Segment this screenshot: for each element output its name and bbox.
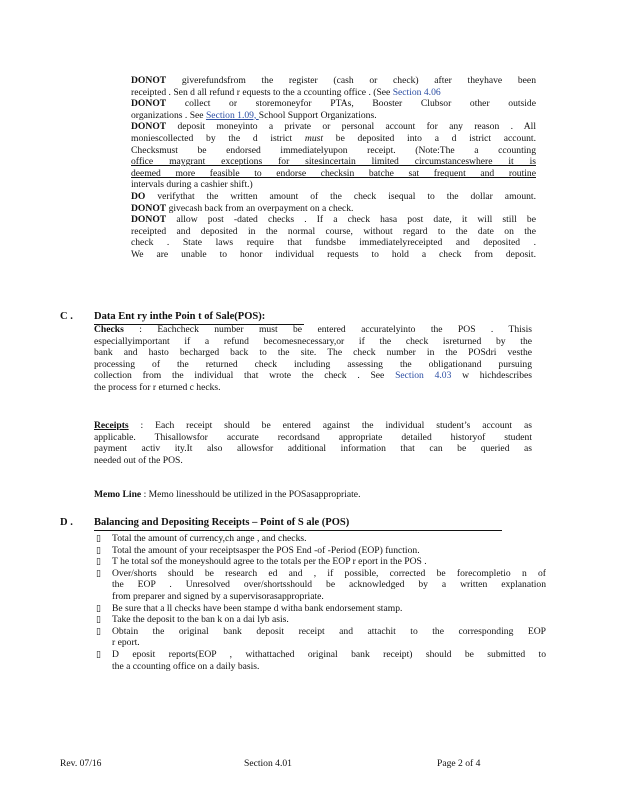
list-item: Obtain the original bank deposit receipt and attachit to the corresponding EOP r eport. (112, 625, 546, 649)
list-item: DONOT deposit moneyinto a private or personal account for any reason . All (131, 121, 536, 133)
list-item: D eposit reports(EOP , withattached original bank receipt) should be submitted to the a ccounting office on a daily basis. (112, 649, 546, 672)
list-item: DONOT allow post -dated checks . If a check hasa post date, it will still be (131, 214, 536, 226)
donot-label: DONOT (131, 202, 167, 214)
bullet-icon: ▯ (96, 625, 101, 636)
list-item: Take the deposit to the ban k on a dai lyb asis. (112, 614, 289, 626)
checks-paragraph: Checks : Eachcheck number must be entered accuratelyinto the POS . Thisis especiallyimportant if a refund becomesnecessary,or if the check isreturned by the bank and hasto becharged back to the site. The check number in the POSdri vesthe processing of the returned check including assessing the obligationand pursuing collection from the individual that wrote the check . See Section 4.03 w hichdescribes the process for r eturned c hecks. (94, 324, 532, 393)
section-d-letter: D . (60, 517, 73, 528)
section-c-letter: C . (60, 311, 73, 322)
list-item: Total the amount of your receiptsasper the POS End -of -Period (EOP) function. (112, 544, 420, 556)
list-item: Total the amount of currency,ch ange , and checks. (112, 533, 307, 544)
list-item-continuation: We are unable to honor individual requests to hold a check from deposit. (131, 248, 536, 260)
bullet-icon: ▯ (96, 602, 101, 613)
list-item: DONOT giverefundsfrom the register (cash or check) after theyhave been (131, 75, 536, 86)
list-item-continuation: receipted and deposited in the normal course, without regard to the date on the (131, 225, 536, 237)
list-item-continuation: check . State laws require that fundsbe immediatelyreceipted and deposited . (131, 237, 536, 249)
footer-revision: Rev. 07/16 (60, 758, 102, 769)
memo-line-paragraph: Memo Line : Memo linesshould be utilized in the POSasappropriate. (94, 489, 361, 500)
bullet-icon: ▯ (96, 649, 101, 659)
top-list (131, 75, 536, 261)
bullet-icon: ▯ (96, 544, 101, 555)
checks-label: Checks (94, 324, 124, 335)
list-item: DONOT givecash back from an overpayment on a check. (131, 202, 354, 214)
donot-label: DONOT (131, 121, 167, 133)
bullet-icon: ▯ (96, 567, 101, 578)
bullet-icon: ▯ (96, 614, 101, 625)
list-item-continuation: intervals during a cashier shift.) (131, 179, 253, 191)
list-item-continuation: moniescollected by the d istrict must be deposited into a d istrict account. (131, 132, 536, 144)
donot-label: DONOT (131, 214, 167, 226)
donot-label: DONOT (131, 75, 167, 86)
section-d-title-underline (94, 530, 502, 531)
list-item-continuation: deemed more feasible to endorse checksin batche sat frequent and routine (131, 167, 536, 179)
list-item: T he total sof the moneyshould agree to the totals per the EOP r eport in the POS . (112, 556, 427, 568)
section-link[interactable]: Section 1.09, (205, 109, 259, 121)
list-item-continuation: office maygrant exceptions for sitesincertain limited circumstanceswhere it is (131, 156, 536, 168)
bullet-icon: ▯ (96, 533, 101, 543)
memo-line-label: Memo Line (94, 489, 142, 500)
donot-label: DONOT (131, 98, 167, 110)
do-label: DO (131, 190, 146, 202)
list-item: DONOT collect or storemoneyfor PTAs, Booster Clubsor other outside (131, 98, 536, 110)
list-item-continuation: receipted . Sen d all refund r equests to the a ccounting office . (See Section 4.06 (131, 86, 441, 98)
list-item: Checksmust be endorsed immediatelyupon receipt. (Note:The a ccounting (131, 144, 536, 156)
list-item-continuation: organizations . See Section 1.09, School Support Organizations. (131, 109, 377, 121)
list-item: Be sure that a ll checks have been stampe d witha bank endorsement stamp. (112, 602, 403, 614)
list-item: DO verifythat the written amount of the check isequal to the dollar amount. (131, 190, 536, 202)
footer-section: Section 4.01 (244, 758, 292, 769)
section-link[interactable]: Section 4.06 (392, 86, 441, 98)
section-link[interactable]: Section 4.03 (395, 370, 452, 382)
receipts-paragraph: Receipts : Each receipt should be entered against the individual student’s account as applicable. Thisallowsfor accurate recordsand appropriate detailed historyof student payment activ ity.It also allowsfor additional information that can be queried as needed out of the POS. (94, 420, 532, 466)
list-item: Over/shorts should be research ed and , if possible, corrected be forecompletio n of the EOP . Unresolved over/shortsshould be acknowledged by a written explanation from preparer and signed by a supervisorasappropriate. (112, 567, 546, 602)
receipts-label: Receipts (94, 420, 129, 431)
section-c-title: Data Ent ry inthe Poin t of Sale(POS): (94, 311, 266, 322)
bullet-icon: ▯ (96, 556, 101, 567)
section-d-title: Balancing and Depositing Receipts – Point of S ale (POS) (94, 517, 350, 528)
footer-page-number: Page 2 of 4 (437, 758, 481, 769)
